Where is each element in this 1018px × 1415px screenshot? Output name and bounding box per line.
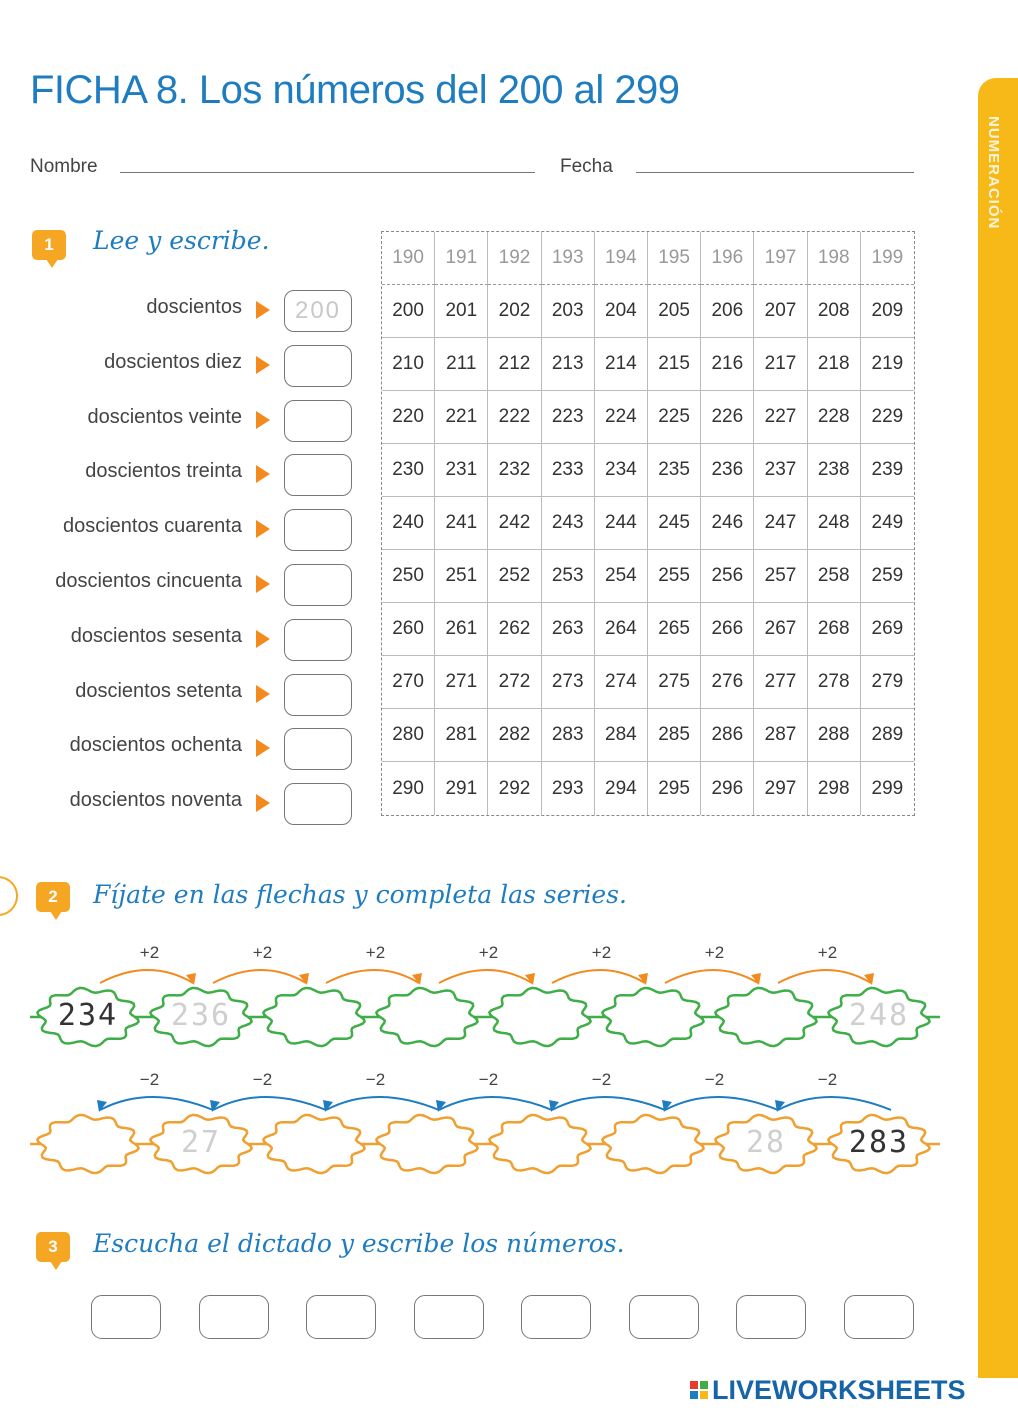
grid-cell: 244 [595,497,648,550]
grid-cell: 289 [861,709,914,762]
step-label: +2 [139,943,160,962]
answer-box[interactable]: 200 [284,290,352,332]
grid-cell: 226 [701,391,754,444]
grid-cell: 231 [435,444,488,497]
number-word: doscientos treinta [85,460,242,483]
grid-cell: 282 [488,709,541,762]
series-cloud-box[interactable] [602,988,703,1046]
series-cloud-box[interactable] [715,988,816,1046]
step-label: +2 [591,943,612,962]
step-label: +2 [817,943,838,962]
grid-cell: 236 [701,444,754,497]
grid-cell: 235 [648,444,701,497]
grid-cell: 272 [488,656,541,709]
step-label: +2 [252,943,273,962]
grid-cell: 220 [382,391,435,444]
grid-cell: 278 [808,656,861,709]
answer-box[interactable] [284,783,352,825]
series-value[interactable]: 283 [848,1125,910,1160]
answer-box[interactable] [284,674,352,716]
answer-box[interactable] [284,619,352,661]
arrow-right-icon [256,520,270,538]
grid-cell: 234 [595,444,648,497]
grid-cell: 295 [648,762,701,815]
grid-cell: 230 [382,444,435,497]
series-cloud-box[interactable] [37,1115,138,1173]
grid-header-cell: 190 [382,232,435,285]
arrow-right-icon [256,301,270,319]
arrow-right-icon [256,739,270,757]
grid-cell: 270 [382,656,435,709]
step-label: −2 [365,1070,386,1089]
grid-cell: 291 [435,762,488,815]
grid-cell: 240 [382,497,435,550]
exercise-2-badge: 2 [36,882,70,912]
grid-cell: 212 [488,338,541,391]
grid-header-cell: 192 [488,232,541,285]
series-value[interactable]: 28 [745,1125,787,1160]
arrow-forward-icon [439,970,532,983]
grid-cell: 260 [382,603,435,656]
arrow-back-icon [213,1097,326,1110]
name-label: Nombre [30,156,98,177]
grid-cell: 268 [808,603,861,656]
grid-cell: 263 [542,603,595,656]
grid-cell: 277 [754,656,807,709]
arrow-back-icon [778,1097,891,1110]
grid-cell: 233 [542,444,595,497]
answer-box[interactable] [284,564,352,606]
grid-cell: 280 [382,709,435,762]
grid-cell: 264 [595,603,648,656]
arrow-forward-icon [778,970,871,983]
grid-cell: 224 [595,391,648,444]
grid-cell: 206 [701,285,754,338]
arrow-back-icon [665,1097,778,1110]
grid-cell: 281 [435,709,488,762]
grid-cell: 232 [488,444,541,497]
dictation-answer-box[interactable] [736,1295,806,1339]
arrow-right-icon [256,685,270,703]
grid-cell: 247 [754,497,807,550]
name-field[interactable] [120,172,535,173]
grid-cell: 250 [382,550,435,603]
number-grid [381,231,915,816]
date-label: Fecha [560,156,613,177]
answer-box[interactable] [284,400,352,442]
grid-cell: 265 [648,603,701,656]
number-word: doscientos setenta [75,679,242,702]
grid-cell: 256 [701,550,754,603]
grid-cell: 246 [701,497,754,550]
grid-cell: 275 [648,656,701,709]
grid-cell: 238 [808,444,861,497]
grid-cell: 211 [435,338,488,391]
grid-cell: 219 [861,338,914,391]
grid-cell: 271 [435,656,488,709]
grid-cell: 217 [754,338,807,391]
step-label: −2 [591,1070,612,1089]
grid-cell: 298 [808,762,861,815]
series-value[interactable]: 27 [180,1125,222,1160]
grid-cell: 293 [542,762,595,815]
grid-cell: 294 [595,762,648,815]
arrow-forward-icon [665,970,758,983]
grid-cell: 252 [488,550,541,603]
series-value[interactable]: 234 [57,998,119,1033]
arrow-forward-icon [213,970,306,983]
grid-cell: 290 [382,762,435,815]
exercise-3-badge: 3 [36,1232,70,1262]
grid-header-cell: 196 [701,232,754,285]
step-label: −2 [478,1070,499,1089]
series-value[interactable]: 236 [170,998,232,1033]
grid-cell: 228 [808,391,861,444]
answer-box[interactable] [284,728,352,770]
grid-cell: 286 [701,709,754,762]
exercise-3-instruction: Escucha el dictado y escribe los números. [93,1229,625,1258]
page-title: FICHA 8. Los números del 200 al 299 [30,68,680,112]
grid-cell: 258 [808,550,861,603]
step-label: +2 [704,943,725,962]
grid-cell: 223 [542,391,595,444]
arrow-right-icon [256,465,270,483]
grid-cell: 257 [754,550,807,603]
grid-cell: 288 [808,709,861,762]
series-cloud-box[interactable] [489,1115,590,1173]
grid-cell: 221 [435,391,488,444]
number-word: doscientos [146,296,242,318]
grid-cell: 299 [871,777,904,799]
grid-header-cell: 194 [595,232,648,285]
arrow-back-icon [100,1097,213,1110]
date-field[interactable] [636,172,914,173]
arrow-back-icon [552,1097,665,1110]
grid-cell: 249 [861,497,914,550]
grid-cell: 216 [701,338,754,391]
grid-header-cell: 199 [861,232,914,285]
grid-cell: 273 [542,656,595,709]
step-label: −2 [252,1070,273,1089]
grid-cell: 283 [542,709,595,762]
grid-cell: 287 [754,709,807,762]
grid-cell: 208 [808,285,861,338]
step-label: +2 [365,943,386,962]
dictation-answer-box[interactable] [629,1295,699,1339]
arrow-forward-icon [326,970,419,983]
grid-cell: 225 [648,391,701,444]
step-label: −2 [704,1070,725,1089]
grid-cell: 242 [488,497,541,550]
series-down [0,1062,960,1182]
dictation-answer-box[interactable] [91,1295,161,1339]
grid-cell: 262 [488,603,541,656]
grid-cell: 292 [488,762,541,815]
grid-cell: 241 [435,497,488,550]
grid-cell: 243 [542,497,595,550]
grid-cell: 209 [861,285,914,338]
dictation-answer-box[interactable] [414,1295,484,1339]
grid-header-cell: 197 [754,232,807,285]
grid-cell: 200 [382,285,435,338]
exercise-1-instruction: Lee y escribe. [93,226,270,255]
grid-header-cell: 195 [648,232,701,285]
dictation-answer-box[interactable] [521,1295,591,1339]
grid-cell: 207 [754,285,807,338]
exercise-2-instruction: Fíjate en las flechas y completa las series. [93,880,627,909]
answer-box[interactable] [284,454,352,496]
grid-cell: 245 [648,497,701,550]
series-value[interactable]: 248 [848,998,910,1033]
grid-cell: 202 [488,285,541,338]
grid-cell: 227 [754,391,807,444]
grid-header-cell: 198 [808,232,861,285]
arrow-right-icon [256,794,270,812]
arrow-forward-icon [100,970,193,983]
arrow-right-icon [256,411,270,429]
grid-cell: 218 [808,338,861,391]
arrow-right-icon [256,575,270,593]
grid-cell: 296 [701,762,754,815]
arrow-right-icon [256,630,270,648]
number-word: doscientos veinte [87,405,242,428]
number-word: doscientos cincuenta [55,570,242,592]
number-word: doscientos diez [104,350,242,373]
arrow-forward-icon [552,970,645,983]
arrow-right-icon [256,356,270,374]
grid-cell: 276 [701,656,754,709]
series-cloud-box[interactable] [376,988,477,1046]
grid-cell: 248 [808,497,861,550]
liveworksheets-logo-icon [690,1381,708,1399]
grid-cell: 204 [595,285,648,338]
series-cloud-box[interactable] [602,1115,703,1173]
grid-cell: 215 [648,338,701,391]
grid-cell: 266 [701,603,754,656]
series-cloud-box[interactable] [376,1115,477,1173]
grid-cell: 267 [754,603,807,656]
grid-cell: 201 [435,285,488,338]
grid-cell: 297 [754,762,807,815]
grid-cell: 254 [595,550,648,603]
number-word: doscientos noventa [69,789,242,812]
step-label: −2 [817,1070,838,1089]
answer-box[interactable] [284,345,352,387]
grid-cell: 213 [542,338,595,391]
arrow-back-icon [326,1097,439,1110]
dictation-answer-box[interactable] [844,1295,914,1339]
step-label: −2 [139,1070,160,1089]
dictation-answer-box[interactable] [199,1295,269,1339]
dictation-answer-box[interactable] [306,1295,376,1339]
grid-cell: 285 [648,709,701,762]
grid-cell: 255 [648,550,701,603]
edge-circle [0,876,18,916]
grid-cell: 237 [754,444,807,497]
number-word: doscientos cuarenta [62,515,242,538]
grid-cell: 269 [861,603,914,656]
grid-cell: 229 [861,391,914,444]
grid-cell: 261 [435,603,488,656]
grid-cell: 203 [542,285,595,338]
grid-cell: 259 [861,550,914,603]
series-up [0,935,960,1055]
series-cloud-box[interactable] [263,1115,364,1173]
grid-cell: 251 [435,550,488,603]
number-word: doscientos ochenta [69,734,242,757]
side-tab-label: NUMERACIÓN [985,116,1002,230]
arrow-head-icon [97,1100,107,1112]
number-word: doscientos sesenta [70,624,242,647]
series-cloud-box[interactable] [489,988,590,1046]
step-label: +2 [478,943,499,962]
grid-cell: 253 [542,550,595,603]
grid-cell: 214 [595,338,648,391]
grid-header-cell: 191 [435,232,488,285]
grid-cell: 284 [595,709,648,762]
grid-cell: 274 [595,656,648,709]
grid-cell: 222 [488,391,541,444]
footer-brand: LIVEWORKSHEETS [712,1375,966,1405]
answer-box[interactable] [284,509,352,551]
grid-header-cell: 193 [542,232,595,285]
grid-cell: 205 [648,285,701,338]
series-cloud-box[interactable] [263,988,364,1046]
grid-cell: 279 [861,656,914,709]
grid-cell: 239 [861,444,914,497]
grid-cell: 210 [382,338,435,391]
exercise-1-badge: 1 [32,230,66,260]
arrow-back-icon [439,1097,552,1110]
